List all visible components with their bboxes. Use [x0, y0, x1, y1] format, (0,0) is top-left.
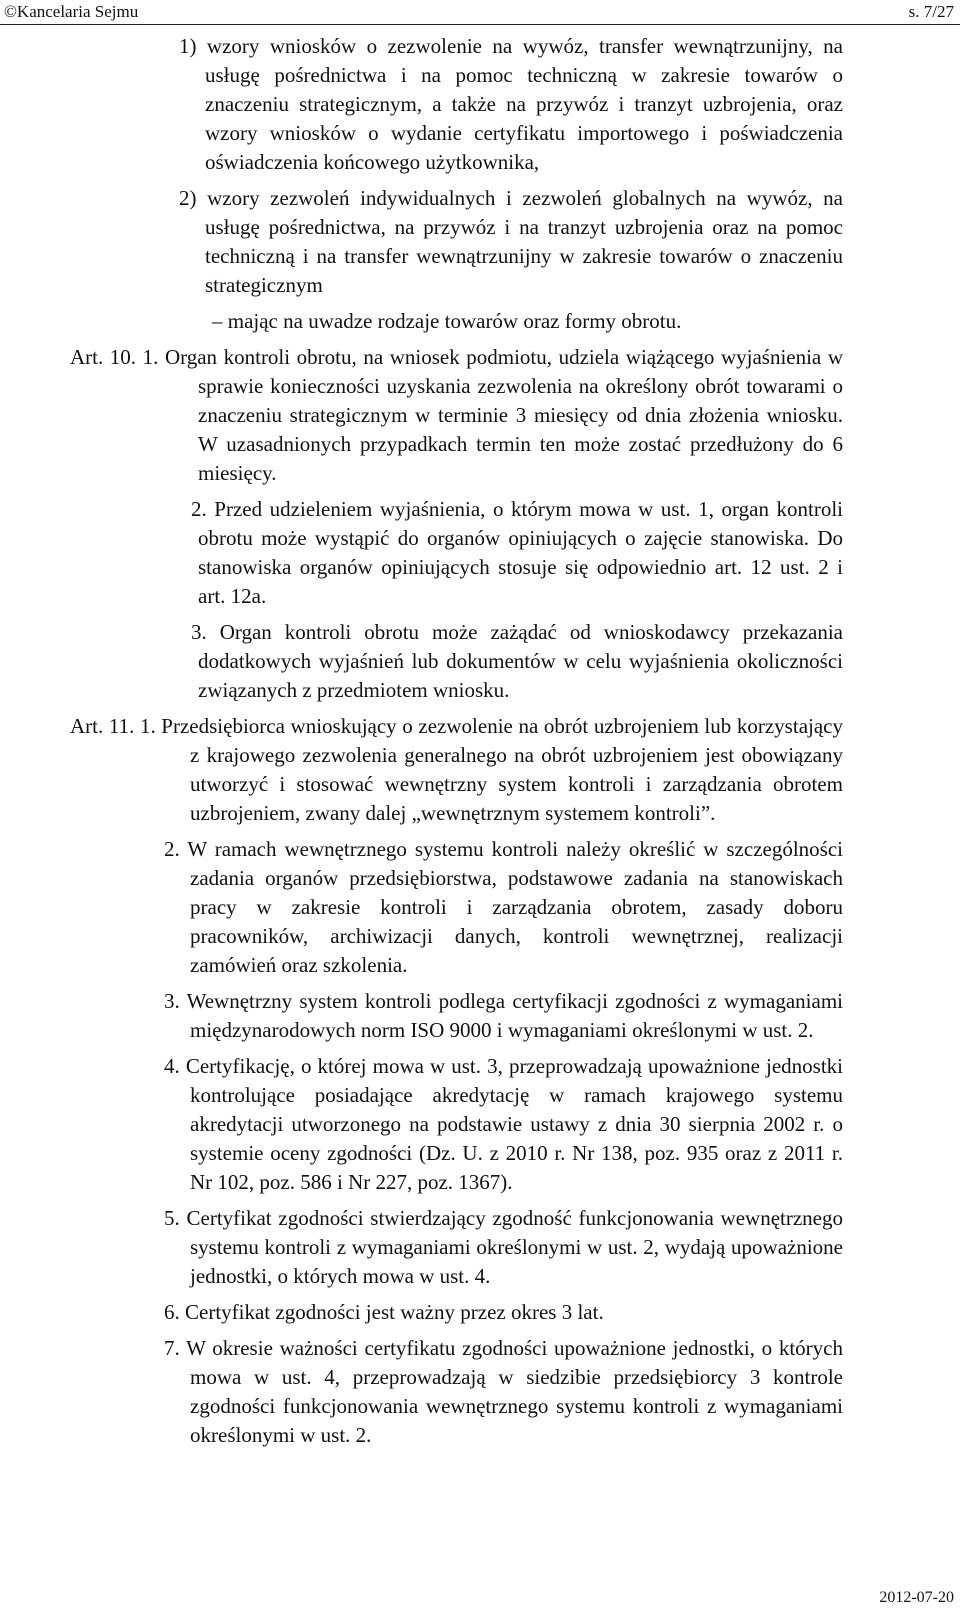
- page-number: s. 7/27: [908, 2, 954, 21]
- article-10-paragraph-2: 2. Przed udzieleniem wyjaśnienia, o którym mowa w ust. 1, organ kontroli obrotu może wystąpić do organów opiniujących o zajęcie stanowiska. Do stanowiska organów opiniujących stosuje się odpowiednio art. 12 ust. 2 i art. 12a.: [191, 497, 843, 608]
- article-11-paragraph-5: 5. Certyfikat zgodności stwierdzający zgodność funkcjonowania wewnętrznego systemu kontroli z wymaganiami określonymi w ust. 2, wydają upoważnione jednostki, o których mowa w ust. 4.: [164, 1206, 843, 1288]
- closing-clause: – mając na uwadze rodzaje towarów oraz formy obrotu.: [212, 309, 682, 333]
- article-11-paragraph-6: 6. Certyfikat zgodności jest ważny przez okres 3 lat.: [164, 1300, 604, 1324]
- page-header: [0, 0, 960, 25]
- article-10-paragraph-1: Art. 10. 1. Organ kontroli obrotu, na wniosek podmiotu, udziela wiążącego wyjaśnienia w sprawie konieczności uzyskania zezwolenia na określony obrót towarami o znaczeniu strategicznym w terminie 3 miesięcy od dnia złożenia wniosku. W uzasadnionych przypadkach termin ten może zostać przedłużony do 6 miesięcy.: [70, 345, 843, 485]
- article-11-paragraph-1: Art. 11. 1. Przedsiębiorca wnioskujący o zezwolenie na obrót uzbrojeniem lub korzystający z krajowego zezwolenia generalnego na obrót uzbrojeniem jest obowiązany utworzyć i stosować wewnętrzny system kontroli i zarządzania obrotem uzbrojeniem, zwany dalej „wewnętrznym systemem kontroli”.: [70, 714, 843, 825]
- list-item: 1) wzory wniosków o zezwolenie na wywóz, transfer wewnątrzunijny, na usługę pośrednictwa i na pomoc techniczną w zakresie towarów o znaczeniu strategicznym, a także na przywóz i tranzyt uzbrojenia, oraz wzory wniosków o wydanie certyfikatu importowego i poświadczenia oświadczenia końcowego użytkownika,: [179, 34, 843, 174]
- document-date: 2012-07-20: [879, 1589, 954, 1606]
- publisher-label: ©Kancelaria Sejmu: [4, 2, 139, 21]
- article-11-paragraph-7: 7. W okresie ważności certyfikatu zgodności upoważnione jednostki, o których mowa w ust. 4, przeprowadzają w siedzibie przedsiębiorcy 3 kontrole zgodności funkcjonowania wewnętrznego systemu kontroli z wymaganiami określonymi w ust. 2.: [164, 1336, 843, 1447]
- article-11-paragraph-4: 4. Certyfikację, o której mowa w ust. 3, przeprowadzają upoważnione jednostki kontrolujące posiadające akredytację w ramach krajowego systemu akredytacji utworzonego na podstawie ustawy z dnia 30 sierpnia 2002 r. o systemie oceny zgodności (Dz. U. z 2010 r. Nr 138, poz. 935 oraz z 2011 r. Nr 102, poz. 586 i Nr 227, poz. 1367).: [164, 1054, 843, 1194]
- article-11-paragraph-2: 2. W ramach wewnętrznego systemu kontroli należy określić w szczególności zadania organów przedsiębiorstwa, podstawowe zadania na stanowiskach pracy w zakresie kontroli i zarządzania obrotem, zasady doboru pracowników, archiwizacji danych, kontroli wewnętrznej, realizacji zamówień oraz szkolenia.: [164, 837, 843, 977]
- article-11-paragraph-3: 3. Wewnętrzny system kontroli podlega certyfikacji zgodności z wymaganiami międzynarodowych norm ISO 9000 i wymaganiami określonymi w ust. 2.: [164, 989, 843, 1042]
- document-body: [0, 32, 960, 1457]
- list-item: 2) wzory zezwoleń indywidualnych i zezwoleń globalnych na wywóz, na usługę pośrednictwa, na przywóz i na tranzyt uzbrojenia oraz na pomoc techniczną i na transfer wewnątrzunijny w zakresie towarów o znaczeniu strategicznym: [179, 186, 843, 297]
- article-10-paragraph-3: 3. Organ kontroli obrotu może zażądać od wnioskodawcy przekazania dodatkowych wyjaśnień lub dokumentów w celu wyjaśnienia okoliczności związanych z przedmiotem wniosku.: [191, 620, 843, 702]
